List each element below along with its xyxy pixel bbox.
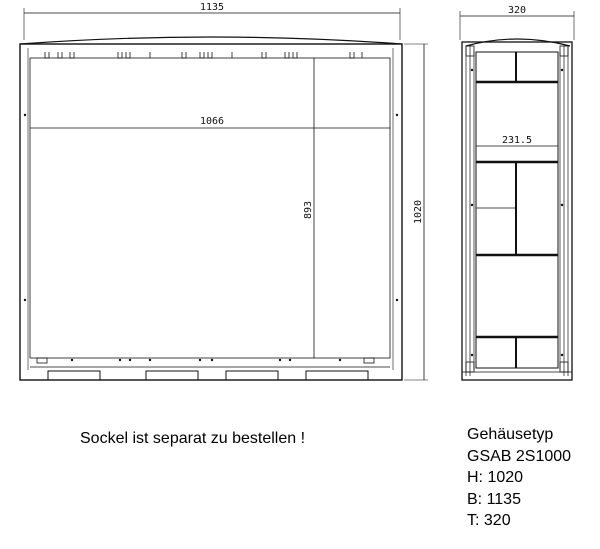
housing-spec bbox=[467, 424, 571, 532]
side-depth-dimension: 320 bbox=[507, 5, 527, 16]
housing-type-value: GSAB 2S1000 bbox=[467, 447, 572, 465]
housing-height: H: 1020 bbox=[467, 469, 524, 486]
front-view bbox=[20, 2, 428, 380]
base-feet bbox=[48, 371, 368, 380]
side-view bbox=[460, 5, 574, 380]
side-bolts bbox=[24, 114, 398, 301]
side-inner-dimension: 231.5 bbox=[501, 135, 533, 146]
total-height-dimension: 1020 bbox=[413, 199, 424, 225]
top-hooks bbox=[45, 52, 362, 58]
housing-width: B: 1135 bbox=[467, 490, 521, 508]
housing-depth: T: 320 bbox=[467, 512, 511, 529]
inner-height-dimension: 893 bbox=[303, 200, 314, 220]
base-order-note: Sockel ist separat zu bestellen ! bbox=[80, 430, 306, 447]
bottom-holes bbox=[71, 359, 341, 361]
front-width-dimension: 1135 bbox=[199, 2, 225, 13]
inner-width-dimension: 1066 bbox=[199, 116, 225, 127]
housing-type-label: Gehäusetyp bbox=[467, 426, 554, 443]
